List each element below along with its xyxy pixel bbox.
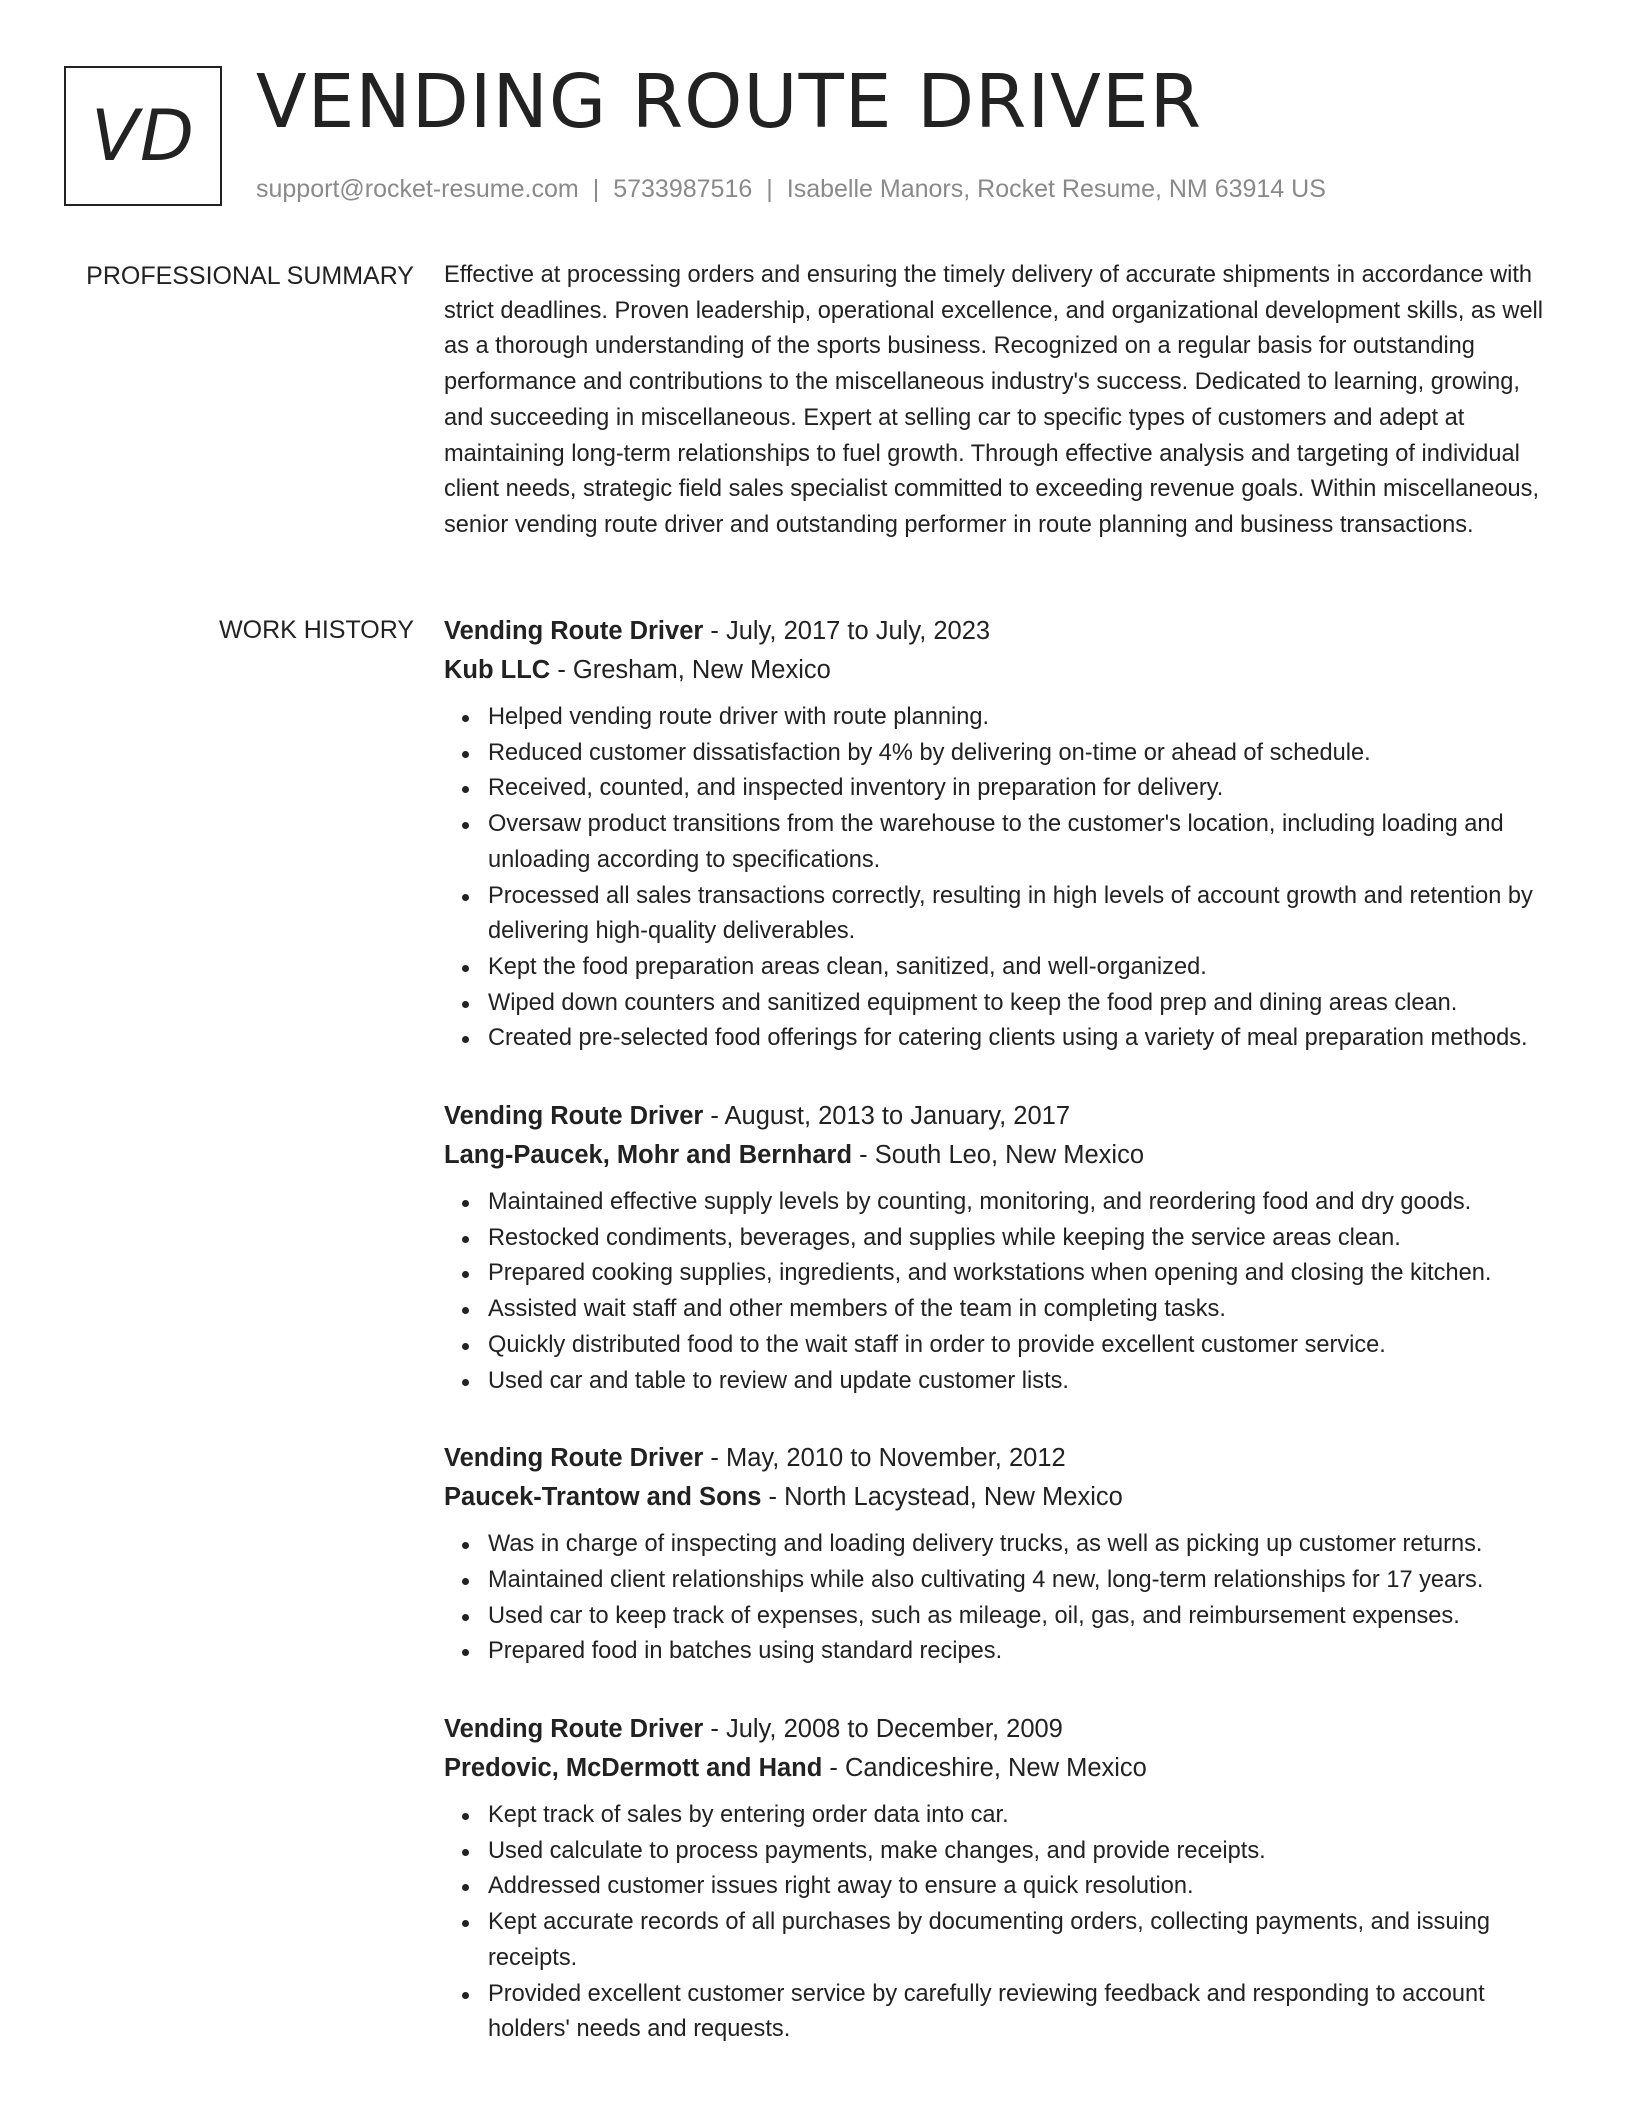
contact-line	[256, 172, 1326, 206]
job-location: - South Leo, New Mexico	[852, 1141, 1145, 1170]
contact-separator: |	[766, 175, 773, 203]
job-duties	[444, 1527, 1564, 1670]
job-company-line	[444, 651, 1564, 690]
job-location: - Gresham, New Mexico	[550, 656, 831, 684]
duty-text: Used calculate to process payments, make changes, and provide receipts.	[488, 1837, 1266, 1864]
work-history-list	[444, 612, 1564, 2088]
job-title: Vending Route Driver	[444, 1444, 704, 1473]
duty-text: Used car to keep track of expenses, such as mileage, oil, gas, and reimbursement expenses.	[488, 1602, 1460, 1629]
job-title: Vending Route Driver	[444, 1102, 704, 1131]
duty-text: Kept accurate records of all purchases by documenting orders, collecting payments, and issuing receipts.	[488, 1909, 1490, 1971]
bullet-icon	[462, 1036, 469, 1043]
bullet-icon	[462, 1307, 469, 1314]
bullet-icon	[462, 1813, 469, 1820]
job-location: - Candiceshire, New Mexico	[822, 1754, 1147, 1783]
duty-item	[488, 1977, 1564, 2048]
duty-item	[488, 1527, 1564, 1563]
duty-item	[488, 1634, 1564, 1670]
job-duties	[444, 1798, 1564, 2048]
job-entry	[444, 612, 1564, 1057]
duty-item	[488, 986, 1564, 1022]
duty-item	[488, 1869, 1564, 1905]
job-company: Lang-Paucek, Mohr and Bernhard	[444, 1141, 853, 1170]
duty-item	[488, 1328, 1564, 1364]
duty-text: Provided excellent customer service by carefully reviewing feedback and responding to account holders' needs and requests.	[488, 1980, 1485, 2043]
duty-text: Oversaw product transitions from the warehouse to the customer's location, including loading and unloading according to specifications.	[488, 811, 1504, 873]
duty-item	[488, 807, 1564, 878]
bullet-icon	[462, 1614, 469, 1621]
bullet-icon	[462, 1271, 469, 1278]
job-company-line	[444, 1136, 1564, 1175]
bullet-icon	[462, 822, 469, 829]
duty-text: Received, counted, and inspected inventory in preparation for delivery.	[488, 775, 1224, 802]
duty-text: Kept track of sales by entering order data into car.	[488, 1802, 1009, 1829]
job-company: Kub LLC	[444, 656, 551, 684]
duty-item	[488, 1798, 1564, 1834]
job-dates: - August, 2013 to January, 2017	[703, 1102, 1070, 1131]
duty-text: Quickly distributed food to the wait staff in order to provide excellent customer service.	[488, 1331, 1386, 1358]
bullet-icon	[462, 1849, 469, 1856]
bullet-icon	[462, 894, 469, 901]
duty-text: Was in charge of inspecting and loading delivery trucks, as well as picking up customer returns.	[488, 1531, 1483, 1558]
contact-phone[interactable]: 5733987516	[613, 175, 753, 203]
bullet-icon	[462, 1578, 469, 1585]
duty-item	[488, 700, 1564, 736]
duty-text: Helped vending route driver with route planning.	[488, 704, 990, 730]
duty-text: Prepared cooking supplies, ingredients, and workstations when opening and closing the kitchen.	[488, 1260, 1492, 1287]
duty-text: Processed all sales transactions correctly, resulting in high levels of account growth and retention by delivering high-quality deliverables.	[488, 882, 1533, 945]
duty-item	[488, 1834, 1564, 1870]
job-title-line	[444, 1710, 1564, 1749]
job-entry	[444, 1710, 1564, 2048]
duty-item	[488, 1364, 1564, 1400]
work-history-heading: WORK HISTORY	[219, 616, 414, 644]
job-dates: - July, 2017 to July, 2023	[703, 617, 991, 645]
duty-text: Created pre-selected food offerings for catering clients using a variety of meal preparation methods.	[488, 1025, 1528, 1052]
monogram-box	[64, 66, 222, 206]
duty-text: Reduced customer dissatisfaction by 4% by delivering on-time or ahead of schedule.	[488, 739, 1371, 766]
job-company-line	[444, 1749, 1564, 1788]
job-company: Predovic, McDermott and Hand	[444, 1754, 823, 1783]
contact-email[interactable]: support@rocket-resume.com	[256, 175, 579, 203]
duty-text: Restocked condiments, beverages, and supplies while keeping the service areas clean.	[488, 1224, 1401, 1251]
monogram-initials: VD	[91, 95, 195, 177]
duty-text: Maintained client relationships while also cultivating 4 new, long-term relationships for 17 years.	[488, 1566, 1484, 1593]
duty-item	[488, 1563, 1564, 1599]
duty-text: Kept the food preparation areas clean, sanitized, and well-organized.	[488, 953, 1207, 980]
bullet-icon	[462, 786, 469, 793]
duty-item	[488, 1256, 1564, 1292]
duty-item	[488, 1905, 1564, 1976]
job-entry	[444, 1439, 1564, 1670]
bullet-icon	[462, 1884, 469, 1891]
bullet-icon	[462, 1379, 469, 1386]
duty-item	[488, 771, 1564, 807]
job-company-line	[444, 1478, 1564, 1517]
job-title-line	[444, 1097, 1564, 1136]
bullet-icon	[462, 1236, 469, 1243]
job-duties	[444, 1185, 1564, 1399]
job-title-line	[444, 1439, 1564, 1478]
job-location: - North Lacystead, New Mexico	[761, 1483, 1123, 1512]
duty-item	[488, 950, 1564, 986]
bullet-icon	[462, 1649, 469, 1656]
bullet-icon	[462, 715, 469, 722]
bullet-icon	[462, 1992, 469, 1999]
job-dates: - May, 2010 to November, 2012	[703, 1444, 1066, 1473]
bullet-icon	[462, 1200, 469, 1207]
duty-item	[488, 879, 1564, 950]
duty-item	[488, 1185, 1564, 1221]
duty-item	[488, 1221, 1564, 1257]
job-duties	[444, 700, 1564, 1057]
duty-item	[488, 736, 1564, 772]
bullet-icon	[462, 965, 469, 972]
job-entry	[444, 1097, 1564, 1399]
job-title: Vending Route Driver	[444, 617, 704, 645]
job-title: Vending Route Driver	[444, 1715, 704, 1744]
duty-text: Addressed customer issues right away to ensure a quick resolution.	[488, 1873, 1194, 1900]
bullet-icon	[462, 1542, 469, 1549]
duty-text: Assisted wait staff and other members of the team in completing tasks.	[488, 1296, 1226, 1323]
duty-item	[488, 1021, 1564, 1057]
job-title-line	[444, 612, 1564, 651]
summary-text: Effective at processing orders and ensuring the timely delivery of accurate shipments in accordance with strict deadlines. Proven leadership, operational excellence, and organizational development skills, as well as a thorough understanding of the sports business. Recognized on a regular basis for outstanding performance and contributions to the miscellaneous industry's success. Dedicated to learning, growing, and succeeding in miscellaneous. Expert at selling car to specific types of customers and adept at maintaining long-term relationships to fuel growth. Through effective analysis and targeting of individual client needs, strategic field sales specialist committed to exceeding revenue goals. Within miscellaneous, senior vending route driver and outstanding performer in route planning and business transactions.	[444, 262, 1544, 538]
duty-item	[488, 1292, 1564, 1328]
bullet-icon	[462, 751, 469, 758]
job-company: Paucek-Trantow and Sons	[444, 1483, 762, 1512]
summary-heading: PROFESSIONAL SUMMARY	[86, 262, 414, 290]
bullet-icon	[462, 1001, 469, 1008]
resume-title: VENDING ROUTE DRIVER	[256, 59, 1203, 145]
duty-item	[488, 1599, 1564, 1635]
duty-text: Wiped down counters and sanitized equipment to keep the food prep and dining areas clean.	[488, 989, 1458, 1016]
bullet-icon	[462, 1343, 469, 1350]
duty-text: Prepared food in batches using standard recipes.	[488, 1638, 1003, 1665]
job-dates: - July, 2008 to December, 2009	[703, 1715, 1063, 1744]
bullet-icon	[462, 1920, 469, 1927]
duty-text: Used car and table to review and update customer lists.	[488, 1367, 1069, 1394]
contact-separator: |	[592, 175, 600, 203]
duty-text: Maintained effective supply levels by counting, monitoring, and reordering food and dry goods.	[488, 1189, 1472, 1216]
contact-address: Isabelle Manors, Rocket Resume, NM 63914 US	[786, 175, 1326, 203]
